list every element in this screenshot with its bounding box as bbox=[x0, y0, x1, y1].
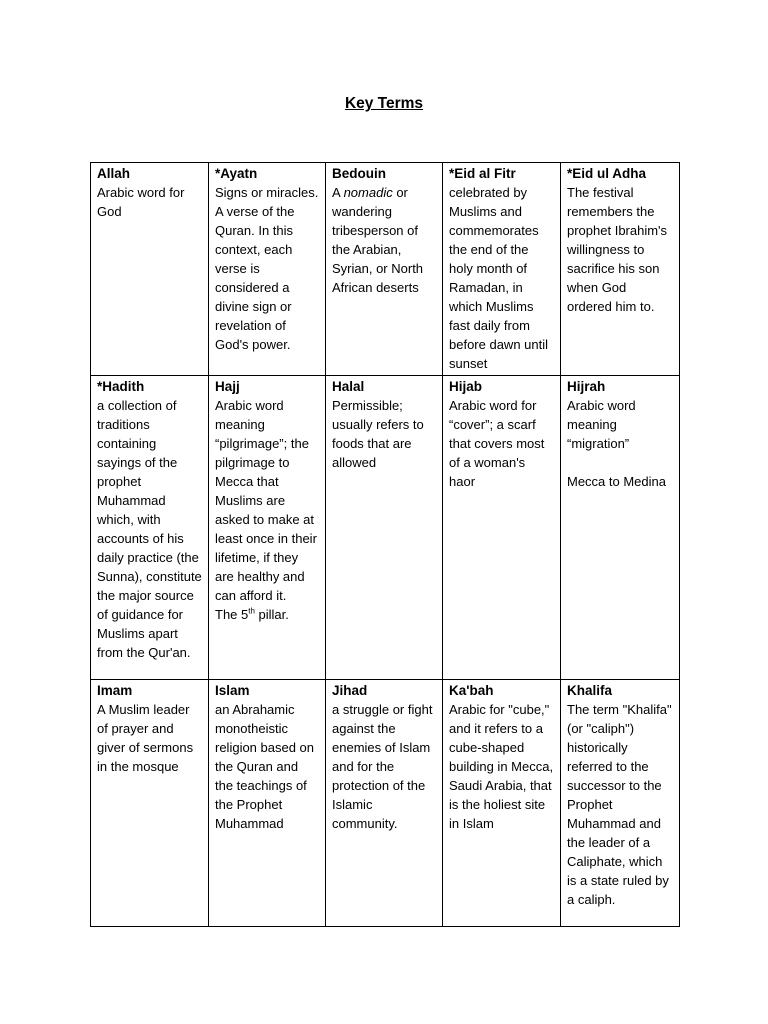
term-name: Khalifa bbox=[567, 683, 613, 698]
term-definition: Arabic word for God bbox=[97, 185, 185, 219]
table-row bbox=[91, 376, 680, 680]
term-cell-halal bbox=[326, 376, 443, 680]
page-title: Key Terms bbox=[344, 95, 424, 112]
term-name: Ka'bah bbox=[449, 683, 494, 698]
term-definition: The festival remembers the prophet Ibrahim's willingness to sacrifice his son when God ordered him to. bbox=[567, 185, 668, 314]
term-definition: Arabic word meaning “pilgrimage”; the pilgrimage to Mecca that Muslims are asked to make at least once in their lifetime, if they are healthy and can afford it. bbox=[215, 398, 317, 603]
term-cell-hijrah bbox=[561, 376, 680, 680]
term-cell-hadith bbox=[91, 376, 209, 680]
term-definition: Signs or miracles. A verse of the Quran. In this context, each verse is considered a divine sign or revelation of God's power. bbox=[215, 185, 319, 352]
term-name: Islam bbox=[215, 683, 250, 698]
term-cell-allah bbox=[91, 163, 209, 376]
term-definition: Permissible; usually refers to foods that are allowed bbox=[332, 398, 424, 470]
term-name: Hijab bbox=[449, 379, 483, 394]
term-cell-kabah bbox=[443, 680, 561, 927]
term-note: Mecca to Medina bbox=[567, 474, 666, 489]
table-row bbox=[91, 680, 680, 927]
key-terms-table bbox=[90, 162, 680, 927]
term-definition: A Muslim leader of prayer and giver of sermons in the mosque bbox=[97, 702, 194, 774]
term-cell-imam bbox=[91, 680, 209, 927]
term-name: *Eid al Fitr bbox=[449, 166, 516, 181]
term-definition: Arabic word meaning “migration” bbox=[567, 398, 636, 451]
term-name: Jihad bbox=[332, 683, 368, 698]
term-definition: Arabic for "cube," and it refers to a cube-shaped building in Mecca, Saudi Arabia, that is the holiest site in Islam bbox=[449, 702, 554, 831]
term-cell-jihad bbox=[326, 680, 443, 927]
term-cell-hijab bbox=[443, 376, 561, 680]
term-name: *Eid ul Adha bbox=[567, 166, 647, 181]
term-definition: an Abrahamic monotheistic religion based on the Quran and the teachings of the Prophet Muhammad bbox=[215, 702, 315, 831]
term-cell-bedouin bbox=[326, 163, 443, 376]
term-name: Bedouin bbox=[332, 166, 386, 181]
term-name: Hajj bbox=[215, 379, 240, 394]
term-note: The 5th pillar. bbox=[215, 606, 289, 622]
term-cell-eid-al-fitr bbox=[443, 163, 561, 376]
term-name: Halal bbox=[332, 379, 365, 394]
term-name: *Ayatn bbox=[215, 166, 258, 181]
term-name: Hijrah bbox=[567, 379, 606, 394]
term-cell-islam bbox=[209, 680, 326, 927]
term-name: Imam bbox=[97, 683, 133, 698]
term-cell-hajj bbox=[209, 376, 326, 680]
term-name: *Hadith bbox=[97, 379, 145, 394]
term-definition: a collection of traditions containing sayings of the prophet Muhammad which, with accounts of his daily practice (the Sunna), constitute the major source of guidance for Muslims apart from the Qur'an. bbox=[97, 398, 202, 660]
term-definition: celebrated by Muslims and commemorates the end of the holy month of Ramadan, in which Muslims fast daily from before dawn until sunset bbox=[449, 185, 549, 371]
term-definition: A nomadic or wandering tribesperson of the Arabian, Syrian, or North African deserts bbox=[332, 185, 424, 295]
term-cell-eid-ul-adha bbox=[561, 163, 680, 376]
table-row bbox=[91, 163, 680, 376]
emphasis-text: nomadic bbox=[343, 185, 393, 200]
term-definition: a struggle or fight against the enemies of Islam and for the protection of the Islamic community. bbox=[332, 702, 433, 831]
term-cell-ayatn bbox=[209, 163, 326, 376]
term-name: Allah bbox=[97, 166, 131, 181]
term-definition: The term "Khalifa" (or "caliph") historically referred to the successor to the Prophet Muhammad and the leader of a Caliphate, which is a state ruled by a caliph. bbox=[567, 702, 672, 907]
term-cell-khalifa bbox=[561, 680, 680, 927]
term-definition: Arabic word for “cover”; a scarf that covers most of a woman's haor bbox=[449, 398, 545, 489]
